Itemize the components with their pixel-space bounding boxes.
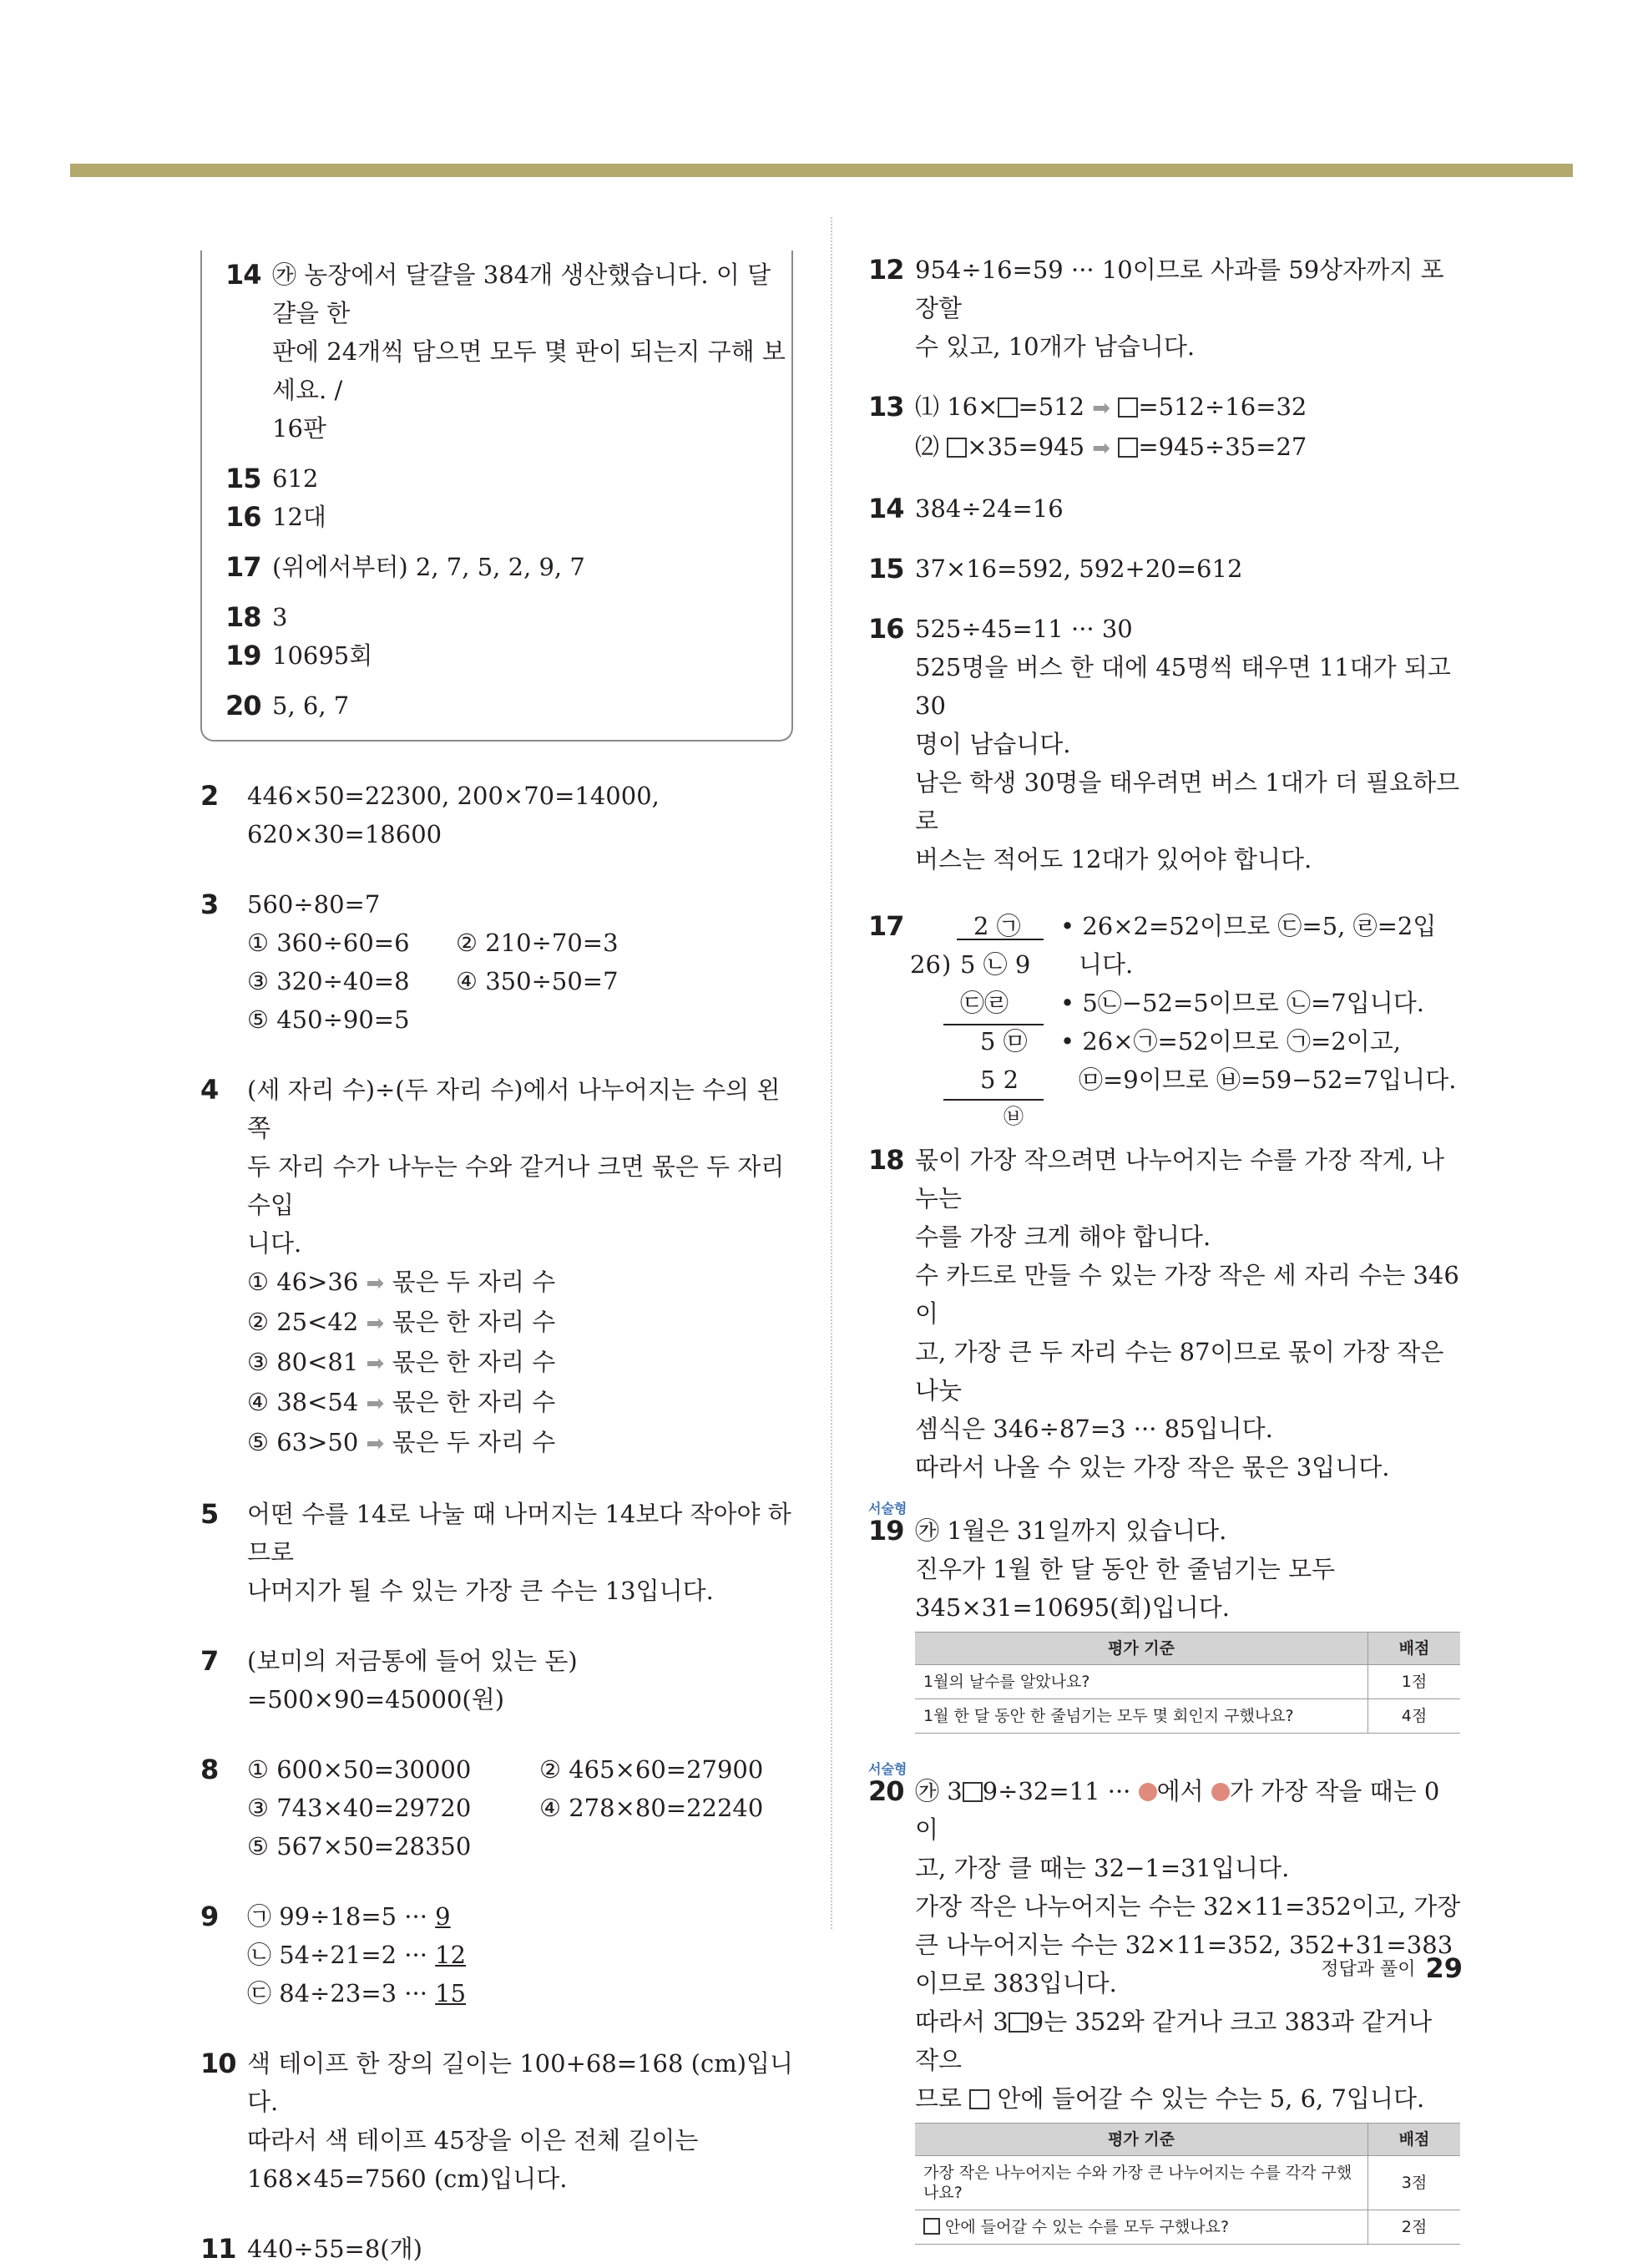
- answer-7: 7 (보미의 저금통에 들어 있는 돈) =500×90=45000(원): [200, 1645, 578, 1714]
- blank-box-icon: [1009, 2012, 1029, 2033]
- arrow-icon: ➡: [1092, 396, 1111, 421]
- header-bar: [70, 164, 1573, 177]
- answer-14: 14 384÷24=16: [868, 493, 1064, 524]
- left-column: [200, 251, 801, 2268]
- division-line: [943, 1099, 1044, 1101]
- blank-box-icon: [923, 2218, 940, 2235]
- long-division: 2 ㉠ 26 ) 5 ㉡ 9 ㉢㉣ 5 ㉤ 5 2 ㉥: [910, 907, 1060, 1107]
- blank-box-icon: [969, 2089, 989, 2109]
- page-footer: 정답과 풀이 29: [1321, 1952, 1463, 1984]
- answer-19: 서술형 19 ㉮ 1월은 31일까지 있습니다. 진우가 1월 한 달 동안 한 줄넘기는 모두 345×31=10695(회)입니다.: [868, 1511, 1461, 1627]
- answer-18: 18 몫이 가장 작으려면 나누어지는 수를 가장 작게, 나누는 수를 가장 크게 해야 합니다. 수 카드로 만들 수 있는 가장 작은 세 자리 수는 346이 고, 가장 큰 두 자리 수는 87이므로 몫이 가장 작은 나눗 셈식은 346÷87=3 ··· 85입니다. 따라서 나올 수 있는 가장 작은 몫은 3입니다.: [868, 1144, 1459, 1481]
- division-bracket: ): [942, 950, 952, 979]
- blank-box-icon: [1118, 438, 1138, 458]
- division-line: [957, 939, 1044, 940]
- circle-dot-icon: [1211, 1783, 1230, 1801]
- table-header: 평가 기준 배점: [915, 2124, 1460, 2156]
- grading-table-20: [915, 2123, 1460, 2245]
- right-column: [868, 251, 1461, 2245]
- box-q14: 14 ㉮ 농장에서 달걀을 384개 생산했습니다. 이 달걀을 한 판에 24개씩 담으면 모두 몇 판이 되는지 구해 보세요. / 16판: [225, 259, 786, 443]
- table-row: 1월 한 달 동안 한 줄넘기는 모두 몇 회인지 구했나요? 4점: [915, 1699, 1460, 1734]
- page-number: 29: [1425, 1952, 1463, 1984]
- arrow-icon: ➡: [366, 1271, 385, 1296]
- arrow-icon: ➡: [366, 1391, 385, 1416]
- box-q15-16: 15 612 16 12대: [225, 463, 326, 533]
- answer-4: 4 (세 자리 수)÷(두 자리 수)에서 나누어지는 수의 왼쪽 두 자리 수가 나누는 수와 같거나 크면 몫은 두 자리 수입 니다. ① 46>36 ➡ 몫은 두 자리 수 ② 25<42 ➡ 몫은 한 자리 수 ③ 80<81 ➡ 몫은 한 자리 수 ④ 38<54 ➡ 몫은 한 자리 수 ⑤ 63>50 ➡ 몫은 두 자리 수: [200, 1074, 785, 1456]
- table-header: 평가 기준 배점: [915, 1633, 1460, 1665]
- blank-box-icon: [963, 1782, 983, 1802]
- answer-12: 12 954÷16=59 ··· 10이므로 사과를 59상자까지 포장할 수 있고, 10개가 남습니다.: [868, 254, 1444, 361]
- table-row: 안에 들어갈 수 있는 수를 모두 구했나요? 2점: [915, 2210, 1460, 2245]
- answer-20: 서술형 20 ㉮ 3 9÷32=11 ··· 에서 가 가장 작을 때는 0이 고, 가장 클 때는 32−1=31입니다. 가장 작은 나누어지는 수는 32×11=352이고, 가장 큰 나누어지는 수는 32×11=352, 352+31=383 이므로 383입니다. 따라서 3 9는 352와 같거나 크고 383과 같거나 작으 므로 안에 들어갈 수 있는 수는 5, 6, 7입니다.: [868, 1772, 1461, 2118]
- blank-box-icon: [947, 438, 967, 458]
- answer-3: 3 560÷80=7 ① 360÷60=6 ② 210÷70=3 ③ 320÷40=8 ④ 350÷50=7 ⑤ 450÷90=5: [200, 888, 619, 1034]
- answer-5: 5 어떤 수를 14로 나눌 때 나머지는 14보다 작아야 하므로 나머지가 될 수 있는 가장 큰 수는 13입니다.: [200, 1498, 791, 1605]
- answer-16: 16 525÷45=11 ··· 30 525명을 버스 한 대에 45명씩 태우면 11대가 되고 30 명이 남습니다. 남은 학생 30명을 태우려면 버스 1대가 더 필요하므로 버스는 적어도 12대가 있어야 합니다.: [868, 613, 1460, 873]
- answer-9: 9 ㉠ 99÷18=5 ··· 9 ㉡ 54÷21=2 ··· 12 ㉢ 84÷23=3 ··· 15: [200, 1901, 467, 2007]
- descriptive-tag: 서술형: [868, 1501, 907, 1516]
- answer-8: 8 ① 600×50=30000 ② 465×60=27900 ③ 743×40=29720 ④ 278×80=22240 ⑤ 567×50=28350: [200, 1754, 764, 1860]
- descriptive-tag: 서술형: [868, 1761, 907, 1777]
- blank-box-icon: [998, 397, 1018, 418]
- box-q20: 20 5, 6, 7: [225, 690, 350, 721]
- answer-box: [200, 251, 793, 742]
- answer-13: 13 ⑴ 16× =512 ➡ =512÷16=32 ⑵ ×35=945 ➡ =945÷35=27: [868, 391, 1307, 461]
- circle-dot-icon: [1139, 1783, 1157, 1801]
- table-row: 1월의 날수를 알았나요? 1점: [915, 1665, 1460, 1699]
- column-divider: [831, 217, 832, 1929]
- division-notes: • 26×2=52이므로 ㉢=5, ㉣=2입 니다. • 5㉡−52=5이므로 ㉡=7입니다. • 26×㉠=52이므로 ㉠=2이고, ㉤=9이므로 ㉥=59−52=7입니다.: [1060, 912, 1457, 1094]
- arrow-icon: ➡: [366, 1351, 385, 1376]
- blank-box-icon: [1118, 397, 1138, 418]
- answer-10: 10 색 테이프 한 장의 길이는 100+68=168 (cm)입니다. 따라서 색 테이프 45장을 이은 전체 길이는 168×45=7560 (cm)입니다.: [200, 2048, 794, 2193]
- answer-11: 11 440÷55=8(개): [200, 2233, 422, 2265]
- answer-15: 15 37×16=592, 592+20=612: [868, 553, 1243, 585]
- box-q17: 17 (위에서부터) 2, 7, 5, 2, 9, 7: [225, 551, 585, 583]
- table-row: 가장 작은 나누어지는 수와 가장 큰 나누어지는 수를 각각 구했나요? 3점: [915, 2156, 1460, 2210]
- arrow-icon: ➡: [366, 1311, 385, 1336]
- box-q18-19: 18 3 19 10695회: [225, 601, 373, 671]
- answer-2: 2 446×50=22300, 200×70=14000, 620×30=18600: [200, 780, 660, 848]
- grading-table-19: [915, 1632, 1460, 1734]
- arrow-icon: ➡: [366, 1431, 385, 1456]
- arrow-icon: ➡: [1092, 436, 1111, 461]
- answer-17: 17 2 ㉠ 26 ) 5 ㉡ 9 ㉢㉣ 5 ㉤ 5 2 ㉥ • 26×2=52이므로 ㉢=5, ㉣=2입 니다. • 5㉡−52=5이므로 ㉡=7입니다. • 26×㉠=52이므로 ㉠=2이고, ㉤=9이므로 ㉥=59−52=7입니다.: [868, 907, 1461, 1116]
